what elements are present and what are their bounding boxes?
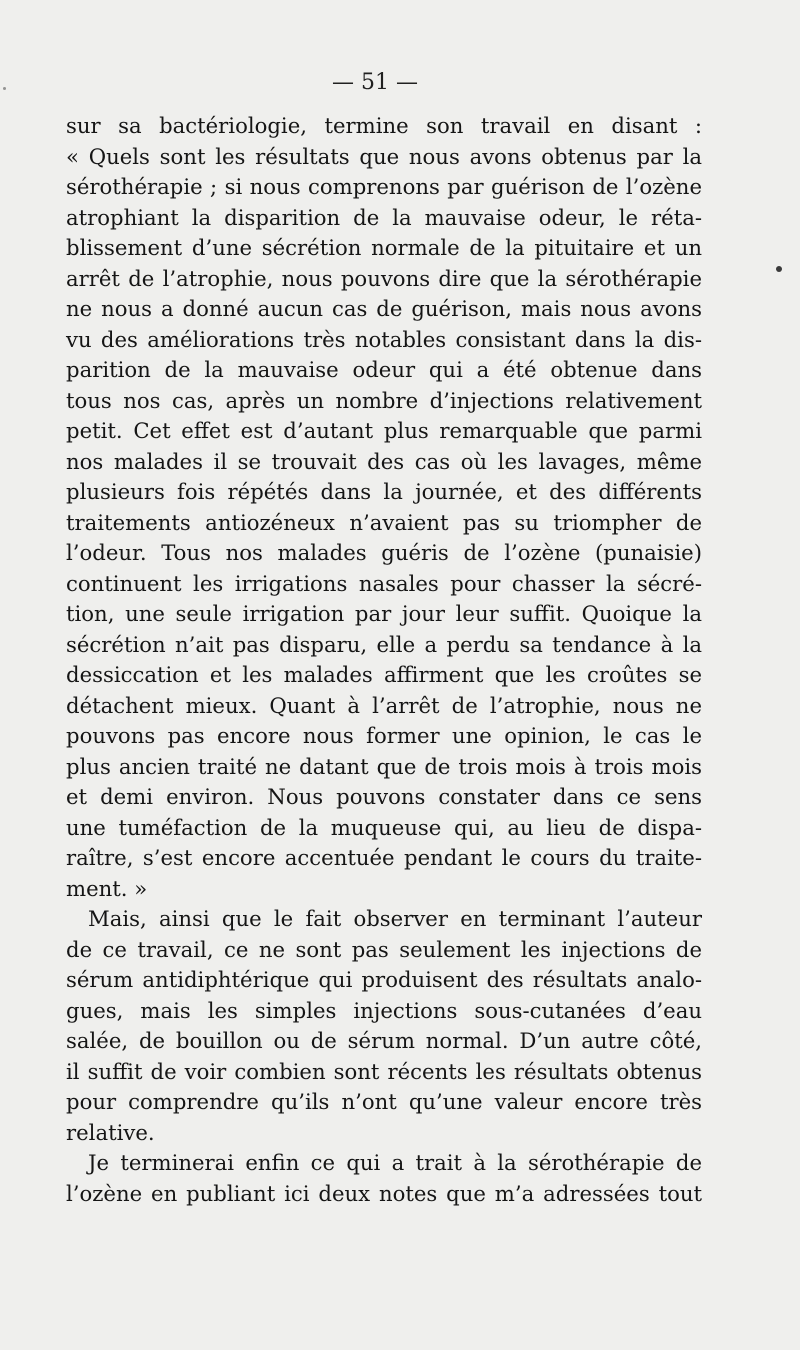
- text-line: il suffit de voir combien sont récents les résultats obtenus: [66, 1058, 702, 1084]
- text-line: nos malades il se trouvait des cas où les lavages, même: [66, 448, 702, 474]
- text-line: traitements antiozéneux n’avaient pas su triompher de: [66, 509, 702, 535]
- text-line: plus ancien traité ne datant que de trois mois à trois mois: [66, 753, 702, 779]
- paragraph-end-line: relative.: [66, 1119, 155, 1145]
- text-line: tion, une seule irrigation par jour leur suffit. Quoique la: [66, 601, 702, 626]
- text-line: tous nos cas, après un nombre d’injections relativement: [66, 387, 702, 413]
- text-line: sécrétion n’ait pas disparu, elle a perdu sa tendance à la: [66, 631, 702, 657]
- text-line: arrêt de l’atrophie, nous pouvons dire que la sérothérapie: [66, 265, 702, 291]
- text-line: détachent mieux. Quant à l’arrêt de l’atrophie, nous ne: [66, 692, 702, 718]
- text-line: petit. Cet effet est d’autant plus remarquable que parmi: [66, 418, 702, 443]
- text-line: et demi environ. Nous pouvons constater dans ce sens: [66, 784, 702, 809]
- text-line: pour comprendre qu’ils n’ont qu’une valeur encore très: [66, 1089, 702, 1114]
- text-line: sur sa bactériologie, termine son travail en disant :: [66, 113, 702, 138]
- paragraph-start-line: Mais, ainsi que le fait observer en terminant l’auteur: [88, 906, 702, 931]
- text-line: dessiccation et les malades affirment que les croûtes se: [66, 662, 702, 687]
- text-line: une tuméfaction de la muqueuse qui, au lieu de dispa-: [66, 814, 702, 840]
- paragraph-start-line: Je terminerai enfin ce qui a trait à la sérothérapie de: [88, 1150, 702, 1175]
- ink-speck: [3, 87, 6, 90]
- page-number: — 51 —: [332, 70, 418, 95]
- ink-speck: [776, 266, 782, 272]
- text-line: plusieurs fois répétés dans la journée, et des différents: [66, 479, 702, 504]
- text-line: vu des améliorations très notables consistant dans la dis-: [66, 326, 702, 352]
- text-line: « Quels sont les résultats que nous avons obtenus par la: [66, 143, 702, 169]
- text-line: raître, s’est encore accentuée pendant le cours du traite-: [66, 845, 702, 870]
- body-text: [66, 111, 702, 1209]
- text-line: sérothérapie ; si nous comprenons par guérison de l’ozène: [66, 174, 702, 199]
- paragraph-end-line: ment. »: [66, 875, 148, 901]
- text-line: continuent les irrigations nasales pour chasser la sécré-: [66, 570, 702, 596]
- text-line: de ce travail, ce ne sont pas seulement les injections de: [66, 936, 702, 962]
- text-line: salée, de bouillon ou de sérum normal. D’un autre côté,: [66, 1028, 702, 1053]
- text-line: sérum antidiphtérique qui produisent des résultats analo-: [66, 967, 702, 992]
- text-line: atrophiant la disparition de la mauvaise odeur, le réta-: [66, 204, 702, 230]
- text-line: blissement d’une sécrétion normale de la pituitaire et un: [66, 235, 702, 260]
- text-line: parition de la mauvaise odeur qui a été obtenue dans: [66, 357, 702, 382]
- text-line: l’ozène en publiant ici deux notes que m’a adressées tout: [66, 1180, 702, 1206]
- text-line: gues, mais les simples injections sous-cutanées d’eau: [66, 997, 702, 1023]
- text-line: pouvons pas encore nous former une opinion, le cas le: [66, 723, 702, 748]
- text-line: l’odeur. Tous nos malades guéris de l’ozène (punaisie): [66, 540, 702, 565]
- text-line: ne nous a donné aucun cas de guérison, mais nous avons: [66, 296, 702, 321]
